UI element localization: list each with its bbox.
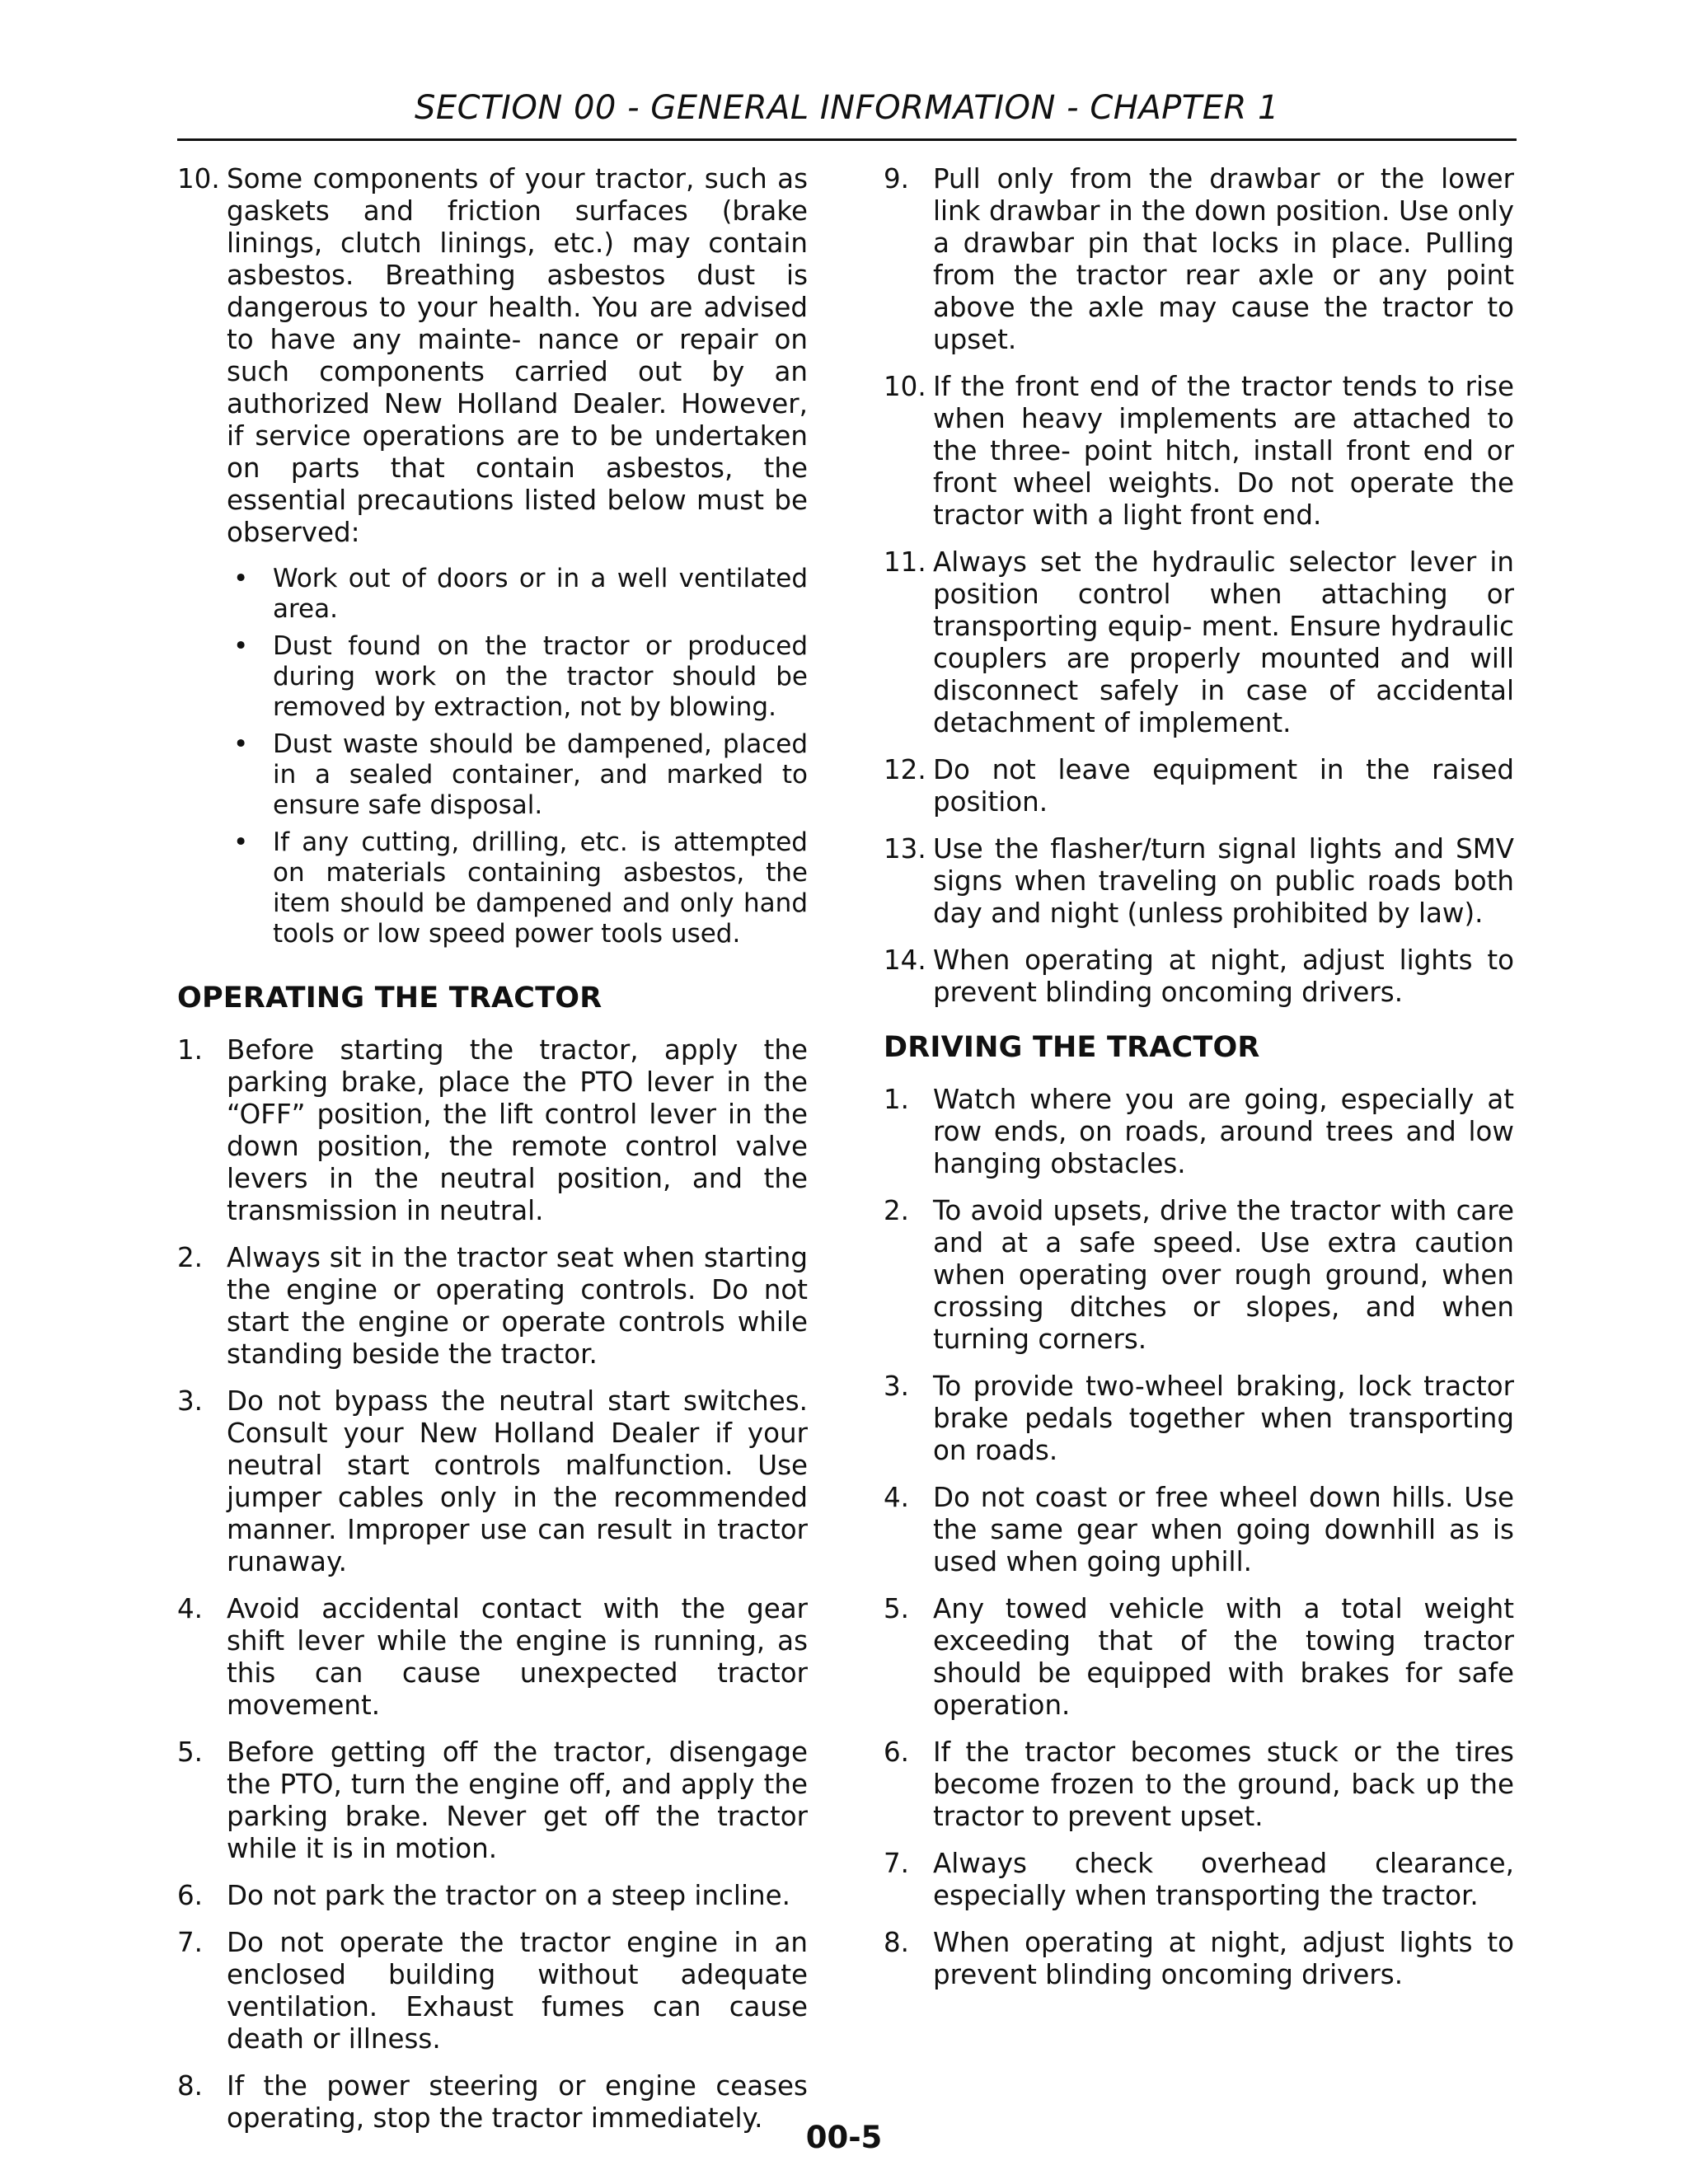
operating-heading: OPERATING THE TRACTOR <box>177 982 603 1015</box>
list-item <box>177 1242 808 1371</box>
list-item <box>884 1482 1514 1578</box>
bullet-item <box>227 827 808 949</box>
list-item <box>884 944 1514 1009</box>
item-number: 5. <box>177 1736 204 1768</box>
item-number: 4. <box>177 1593 204 1624</box>
bullet-text: If any cutting, drilling, etc. is attempted on materials containing asbestos, the item should be dampened and only hand tools or low speed power tools used. <box>273 827 808 949</box>
item-number: 1. <box>177 1034 204 1066</box>
item-text: Do not bypass the neutral start switches. Consult your New Holland Dealer if your neutral start controls malfunction. Use jumper cables only in the recommended manner. Improper use can result in tractor runaway. <box>227 1385 808 1577</box>
driving-heading: DRIVING THE TRACTOR <box>884 1031 1260 1064</box>
item-text: When operating at night, adjust lights to prevent blinding oncoming drivers. <box>933 1927 1514 1990</box>
item-text: Before starting the tractor, apply the parking brake, place the PTO lever in the “OFF” position, the lift control lever in the down position, the remote control valve levers in the neutral position, and the transmission in neutral. <box>227 1034 808 1226</box>
item-text: Always sit in the tractor seat when starting the engine or operating controls. Do not start the engine or operate controls while standing beside the tractor. <box>227 1242 808 1370</box>
item-text: Use the flasher/turn signal lights and SMV signs when traveling on public roads both day and night (unless prohibited by law). <box>933 833 1514 929</box>
item-text: If the front end of the tractor tends to rise when heavy implements are attached to the three- point hitch, install front end or front wheel weights. Do not operate the tractor with a light front end. <box>933 371 1514 531</box>
item-text: If the power steering or engine ceases operating, stop the tractor immediately. <box>227 2070 808 2134</box>
bullet-dot-icon: • <box>233 827 249 857</box>
page-number: 00-5 <box>805 2120 883 2155</box>
header-rule <box>177 138 1517 141</box>
list-item <box>884 833 1514 930</box>
bullet-item <box>227 564 808 625</box>
list-item <box>884 1195 1514 1356</box>
bullet-text: Dust waste should be dampened, placed in a sealed container, and marked to ensure safe disposal. <box>273 729 808 820</box>
item-number: 8. <box>177 2070 204 2102</box>
bullet-item <box>227 631 808 723</box>
item-text: Do not leave equipment in the raised position. <box>933 754 1514 818</box>
section-header: SECTION 00 - GENERAL INFORMATION - CHAPTER 1 <box>415 89 1279 127</box>
item-number: 11. <box>884 546 926 578</box>
list-item <box>884 1371 1514 1467</box>
list-item <box>884 1084 1514 1180</box>
item-text: Do not park the tractor on a steep incline. <box>227 1880 790 1911</box>
item-text: Pull only from the drawbar or the lower link drawbar in the down position. Use only a drawbar pin that locks in place. Pulling from the tractor rear axle or any point above the axle may cause the tractor to upset. <box>933 163 1514 355</box>
item-number: 10. <box>884 371 926 402</box>
list-item <box>177 1736 808 1865</box>
item-text: Before getting off the tractor, disengage the PTO, turn the engine off, and apply the parking brake. Never get off the tractor while it is in motion. <box>227 1736 808 1864</box>
bullet-item <box>227 729 808 821</box>
item-text: Any towed vehicle with a total weight exceeding that of the towing tractor should be equipped with brakes for safe operation. <box>933 1593 1514 1721</box>
list-item <box>177 163 808 549</box>
list-item <box>884 1593 1514 1722</box>
list-item <box>177 1880 808 1912</box>
list-item <box>177 1385 808 1578</box>
item-text: Always set the hydraulic selector lever in position control when attaching or transporting equip- ment. Ensure hydraulic couplers are properly mounted and will disconnect safely in case of accidental detachment of implement. <box>933 546 1514 738</box>
item-number: 13. <box>884 833 926 865</box>
item-number: 14. <box>884 944 926 976</box>
item-text: To provide two-wheel braking, lock tractor brake pedals together when transporting on roads. <box>933 1371 1514 1466</box>
item-number: 5. <box>884 1593 910 1624</box>
bullet-dot-icon: • <box>233 631 249 661</box>
list-item <box>884 1848 1514 1912</box>
item-number: 10. <box>177 163 220 194</box>
item-number: 2. <box>177 1242 204 1273</box>
item-number: 1. <box>884 1084 910 1115</box>
item-text: When operating at night, adjust lights to prevent blinding oncoming drivers. <box>933 944 1514 1008</box>
item-text: Do not coast or free wheel down hills. Use the same gear when going downhill as is used when going uphill. <box>933 1482 1514 1577</box>
list-item <box>884 546 1514 739</box>
item-number: 7. <box>177 1927 204 1958</box>
list-item <box>884 163 1514 356</box>
bullet-text: Work out of doors or in a well ventilated area. <box>273 564 808 624</box>
list-item <box>884 754 1514 818</box>
asbestos-precautions-list <box>227 564 808 949</box>
bullet-text: Dust found on the tractor or produced during work on the tractor should be removed by extraction, not by blowing. <box>273 631 808 722</box>
item-text: Watch where you are going, especially at row ends, on roads, around trees and low hanging obstacles. <box>933 1084 1514 1179</box>
item-number: 8. <box>884 1927 910 1958</box>
left-column <box>177 163 808 2149</box>
bullet-dot-icon: • <box>233 729 249 759</box>
right-column <box>884 163 1514 2006</box>
item-text: Do not operate the tractor engine in an enclosed building without adequate ventilation. Exhaust fumes can cause death or illness. <box>227 1927 808 2055</box>
item-number: 6. <box>884 1736 910 1768</box>
list-item <box>177 1927 808 2055</box>
item-text: Some components of your tractor, such as gaskets and friction surfaces (brake linings, clutch linings, etc.) may contain asbestos. Breathing asbestos dust is dangerous to your health. You are advised to have any mainte- nance or repair on such components carried out by an authorized New Holland Dealer. However, if service operations are to be undertaken on parts that contain asbestos, the essential precautions listed below must be observed: <box>227 163 808 548</box>
list-item <box>884 1927 1514 1991</box>
item-text: If the tractor becomes stuck or the tires become frozen to the ground, back up the tractor to prevent upset. <box>933 1736 1514 1832</box>
bullet-dot-icon: • <box>233 564 249 593</box>
item-number: 3. <box>177 1385 204 1417</box>
item-number: 6. <box>177 1880 204 1911</box>
item-number: 3. <box>884 1371 910 1402</box>
item-number: 7. <box>884 1848 910 1879</box>
list-item <box>177 1593 808 1722</box>
list-item <box>884 371 1514 532</box>
item-number: 4. <box>884 1482 910 1513</box>
item-text: To avoid upsets, drive the tractor with care and at a safe speed. Use extra caution when operating over rough ground, when crossing ditches or slopes, and when turning corners. <box>933 1195 1514 1355</box>
item-text: Always check overhead clearance, especially when transporting the tractor. <box>933 1848 1514 1911</box>
item-number: 9. <box>884 163 910 194</box>
list-item <box>884 1736 1514 1833</box>
item-number: 12. <box>884 754 926 785</box>
item-number: 2. <box>884 1195 910 1226</box>
item-text: Avoid accidental contact with the gear shift lever while the engine is running, as this can cause unexpected tractor movement. <box>227 1593 808 1721</box>
list-item <box>177 1034 808 1227</box>
